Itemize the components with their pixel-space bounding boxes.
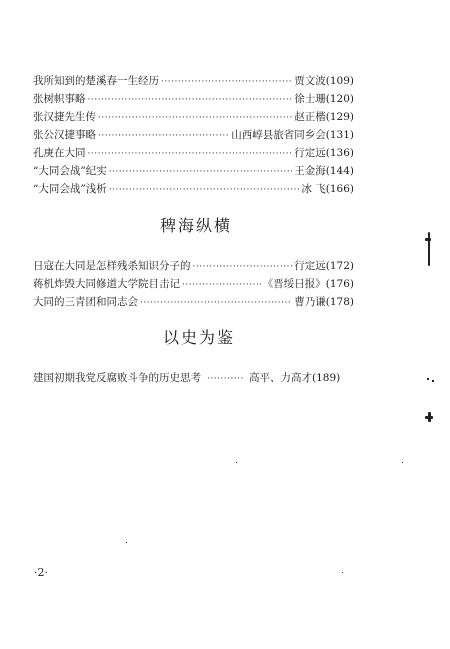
toc-entry-author: 《晋绥日报》: [262, 278, 326, 290]
toc-entry-page: (144): [325, 165, 354, 177]
toc-entry-author: 赵正楷: [294, 111, 326, 123]
toc-entry: [33, 108, 354, 124]
toc-entry-title: 我所知到的楚溪春一生经历: [33, 75, 159, 87]
toc-leader-dots: [88, 148, 293, 160]
toc-leader-dots: [207, 373, 243, 385]
toc-entry-page: (176): [325, 278, 354, 290]
toc-entry-author: 高平、力高才: [249, 372, 312, 384]
toc-entry: [33, 369, 354, 385]
toc-leader-dots: [182, 279, 261, 291]
toc-entry: [33, 144, 354, 160]
toc-leader-dots: [109, 166, 293, 178]
toc-leader-dots: [98, 112, 292, 124]
toc-entry-title: 大同的三青团和同志会: [33, 296, 138, 308]
toc-leader-dots: [109, 184, 300, 196]
toc-entry: [33, 126, 354, 142]
scan-mark: [236, 462, 237, 463]
toc-entry: [33, 162, 354, 178]
toc-entry-title: “大同会战”浅析: [33, 183, 107, 195]
toc-entry-author: 王金海: [294, 165, 326, 177]
toc-entry: [33, 72, 354, 88]
toc-entry: [33, 275, 354, 291]
toc-entry-page: (172): [325, 260, 354, 272]
toc-entry-author: 行定远: [294, 147, 326, 159]
page-number: ·2·: [34, 566, 48, 579]
toc-entry-page: (109): [325, 75, 354, 87]
toc-leader-dots: [161, 76, 292, 88]
toc-entry-author: 贾文波: [294, 75, 326, 87]
scan-mark: [432, 380, 434, 382]
toc-entry-title: 建国初期我党反腐败斗争的历史思考: [33, 372, 201, 384]
scan-mark: [342, 572, 343, 573]
toc-entry-title: 张公汉捷事略: [33, 129, 96, 141]
toc-entry-title: 孔庚在大同: [33, 147, 86, 159]
toc-leader-dots: [140, 297, 292, 309]
toc-entry-page: (131): [325, 129, 354, 141]
scan-mark: [428, 412, 431, 422]
toc-entry-author: 徐士珊: [294, 93, 326, 105]
toc-leader-dots: [98, 130, 229, 142]
toc-entry: [33, 257, 354, 273]
section-heading: 以史为鉴: [163, 328, 236, 347]
scan-mark: [427, 378, 429, 380]
toc-leader-dots: [88, 94, 293, 106]
toc-entry-author: 冰 飞: [301, 183, 326, 195]
toc-entry-author: 行定远: [294, 260, 326, 272]
toc-entry-page: (166): [325, 183, 354, 195]
toc-entry-page: (129): [325, 111, 354, 123]
toc-entry: [33, 90, 354, 106]
toc-entry-title: 蒋机炸毁大同修道大学院目击记: [33, 278, 180, 290]
toc-entry-page: (136): [325, 147, 354, 159]
toc-entry-title: “大同会战”纪实: [33, 165, 107, 177]
scan-mark: [425, 238, 431, 241]
toc-entry-title: 日寇在大同是怎样残杀知识分子的: [33, 260, 191, 272]
toc-entry-author: 山西崞县旅省同乡会: [231, 129, 326, 141]
toc-entry-page: (189): [312, 372, 341, 384]
toc-entry: [33, 180, 354, 196]
toc-entry-title: 张汉捷先生传: [33, 111, 96, 123]
toc-leader-dots: [193, 261, 293, 273]
toc-entry-author: 曹乃谦: [294, 296, 326, 308]
scan-mark: [402, 462, 403, 463]
toc-entry: [33, 293, 354, 309]
section-heading: 稗海纵横: [160, 216, 233, 235]
toc-entry-title: 张树帜事略: [33, 93, 86, 105]
toc-entry-page: (120): [325, 93, 354, 105]
toc-entry-page: (178): [325, 296, 354, 308]
scan-mark: [126, 542, 127, 543]
